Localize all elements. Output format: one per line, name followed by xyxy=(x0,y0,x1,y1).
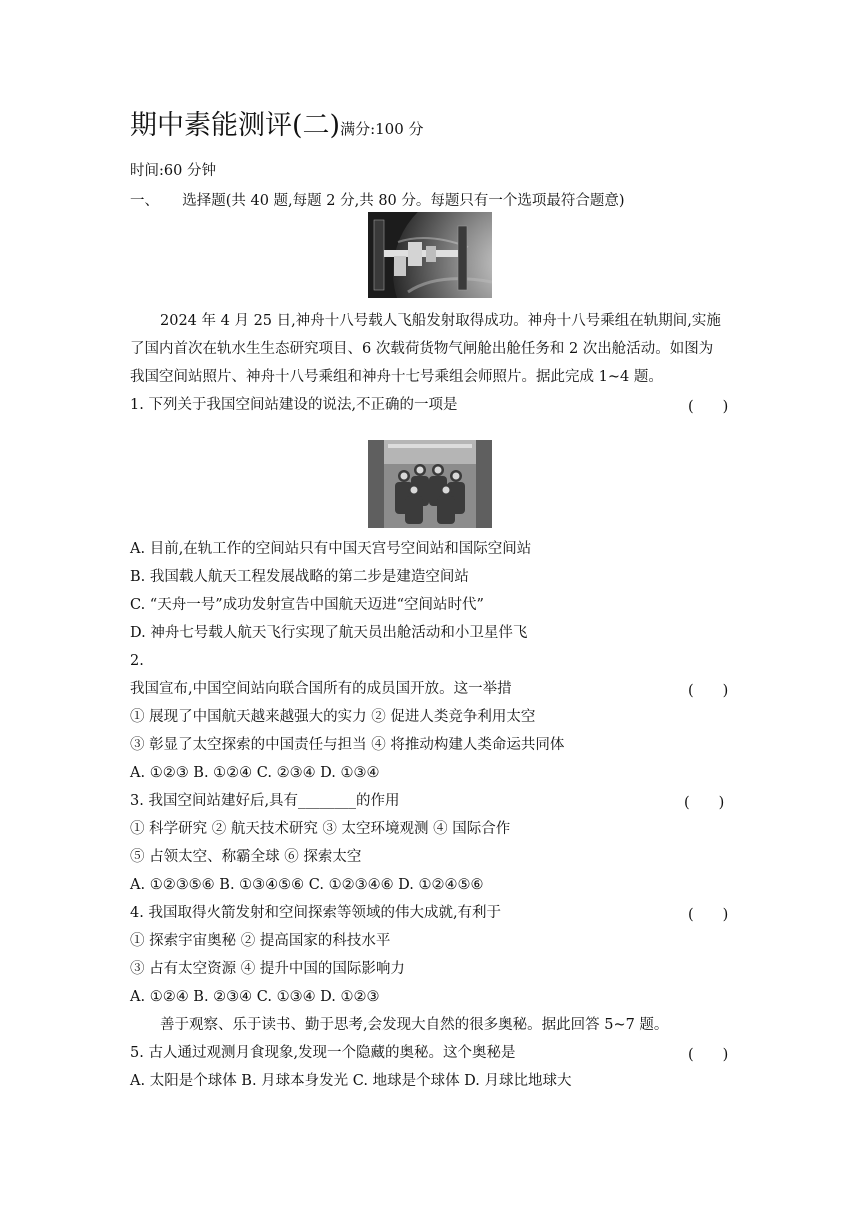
section-number: 一、 xyxy=(130,193,159,209)
question-2-stem: 我国宣布,中国空间站向联合国所有的成员国开放。这一举措 xyxy=(130,681,512,697)
question-2-options: A. ①②③ B. ①②④ C. ②③④ D. ①③④ xyxy=(130,765,380,781)
question-5-stem: 5. 古人通过观测月食现象,发现一个隐藏的奥秘。这个奥秘是 xyxy=(130,1045,516,1061)
question-3-answer-blank: ( ) xyxy=(684,795,725,811)
question-5-options: A. 太阳是个球体 B. 月球本身发光 C. 地球是个球体 D. 月球比地球大 xyxy=(130,1073,572,1089)
question-1-option-c: C. “天舟一号”成功发射宣告中国航天迈进“空间站时代” xyxy=(130,597,484,613)
intro-paragraph-line-2: 了国内首次在轨水生生态研究项目、6 次载荷货物气闸舱出舱任务和 2 次出舱活动。如图为 xyxy=(130,341,714,357)
exam-time: 时间:60 分钟 xyxy=(130,163,216,179)
page-title xyxy=(130,108,424,147)
full-score: 满分:100 分 xyxy=(340,120,424,138)
question-2-items-line-1: ① 展现了中国航天越来越强大的实力 ② 促进人类竞争利用太空 xyxy=(130,709,536,725)
section-heading-text: 选择题(共 40 题,每题 2 分,共 80 分。每题只有一个选项最符合题意) xyxy=(182,193,625,209)
question-4-options: A. ①②④ B. ②③④ C. ①③④ D. ①②③ xyxy=(130,989,380,1005)
question-1-option-b: B. 我国载人航天工程发展战略的第二步是建造空间站 xyxy=(130,569,469,585)
question-4-items-line-2: ③ 占有太空资源 ④ 提升中国的国际影响力 xyxy=(130,961,405,977)
question-2-number: 2. xyxy=(130,653,144,669)
question-1-stem: 1. 下列关于我国空间站建设的说法,不正确的一项是 xyxy=(130,397,458,413)
exam-title: 期中素能测评(二) xyxy=(130,110,341,141)
question-3-items-line-1: ① 科学研究 ② 航天技术研究 ③ 太空环境观测 ④ 国际合作 xyxy=(130,821,511,837)
question-4-items-line-1: ① 探索宇宙奥秘 ② 提高国家的科技水平 xyxy=(130,933,391,949)
question-3-stem: 3. 我国空间站建好后,具有________的作用 xyxy=(130,793,400,809)
question-3-items-line-2: ⑤ 占领太空、称霸全球 ⑥ 探索太空 xyxy=(130,849,362,865)
question-2-items-line-2: ③ 彰显了太空探索的中国责任与担当 ④ 将推动构建人类命运共同体 xyxy=(130,737,565,753)
question-1-answer-blank: ( ) xyxy=(688,399,729,415)
question-1-option-d: D. 神舟七号载人航天飞行实现了航天员出舱活动和小卫星伴飞 xyxy=(130,625,528,641)
question-1-option-a: A. 目前,在轨工作的空间站只有中国天宫号空间站和国际空间站 xyxy=(130,541,532,557)
question-2-answer-blank: ( ) xyxy=(688,683,729,699)
question-5-answer-blank: ( ) xyxy=(688,1047,729,1063)
astronauts-photo xyxy=(368,440,492,528)
space-station-photo xyxy=(368,212,492,298)
question-4-stem: 4. 我国取得火箭发射和空间探索等领域的伟大成就,有利于 xyxy=(130,905,502,921)
intro-paragraph-line-3: 我国空间站照片、神舟十八号乘组和神舟十七号乘组会师照片。据此完成 1~4 题。 xyxy=(130,369,663,385)
section-heading xyxy=(130,191,625,211)
intro-paragraph-line-1: 2024 年 4 月 25 日,神舟十八号载人飞船发射取得成功。神舟十八号乘组在轨期间,实施 xyxy=(160,313,721,329)
question-3-options: A. ①②③⑤⑥ B. ①③④⑤⑥ C. ①②③④⑥ D. ①②④⑤⑥ xyxy=(130,877,484,893)
question-4-answer-blank: ( ) xyxy=(688,907,729,923)
intro-paragraph-2: 善于观察、乐于读书、勤于思考,会发现大自然的很多奥秘。据此回答 5~7 题。 xyxy=(160,1017,669,1033)
